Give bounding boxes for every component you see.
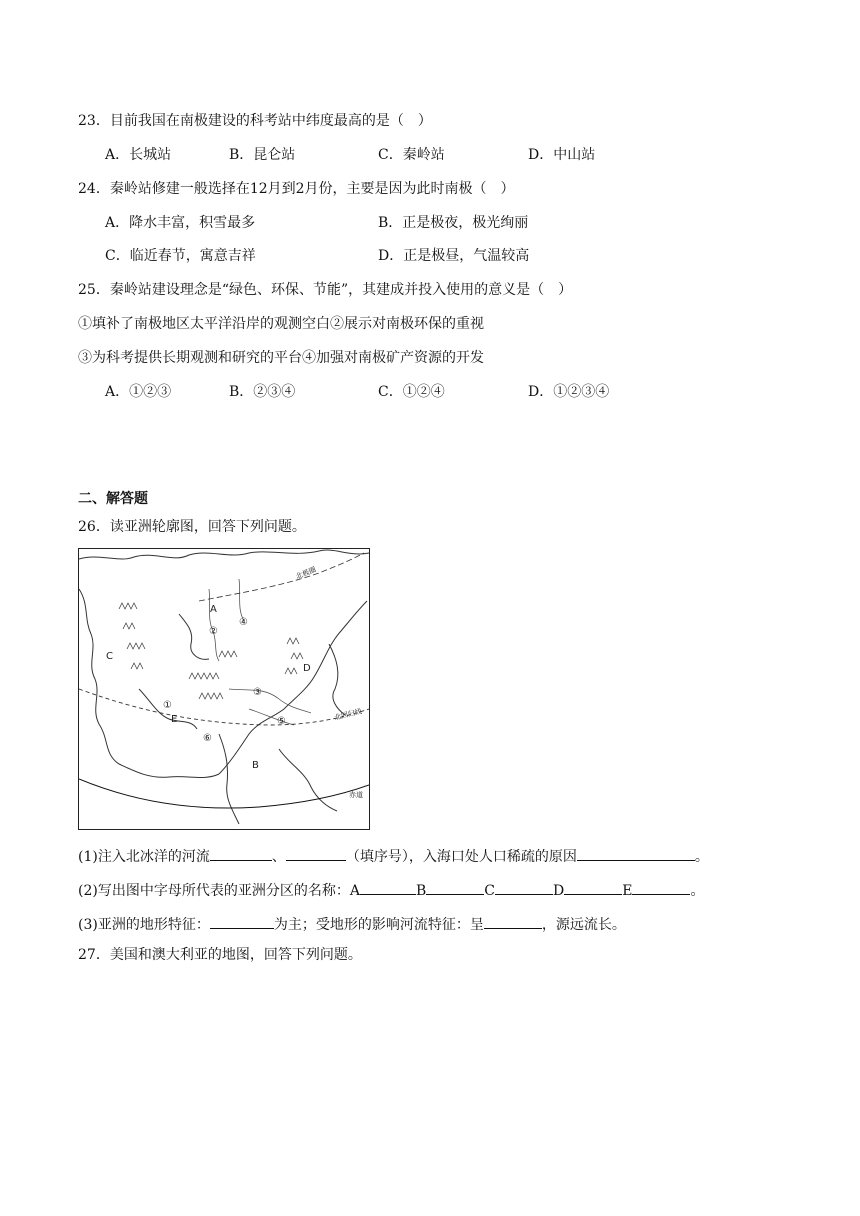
q25-stem: 25．秦岭站建设理念是“绿色、环保、节能”，其建成并投入使用的意义是（ ） [78, 282, 573, 298]
q26-sub2-text-e: E [622, 883, 633, 899]
q26-sub2-text-a: (2)写出图中字母所代表的亚洲分区的名称：A [78, 883, 360, 899]
equator-label: 赤道 [349, 791, 363, 799]
q26-sub2-text-d: D [552, 883, 565, 899]
q26-sub2-text-c: C [484, 883, 495, 899]
q26-sub3-blank-1[interactable] [210, 914, 274, 929]
q26-sub1-blank-1[interactable] [210, 846, 272, 861]
q23-option-b[interactable]: B．昆仑站 [229, 147, 296, 163]
q24-option-d[interactable]: D．正是极昼，气温较高 [378, 248, 530, 264]
q26-sub2 [78, 880, 704, 900]
arctic-circle-label: 北极圈 [294, 565, 318, 581]
q26-sub1 [78, 846, 709, 866]
q23-option-c[interactable]: C．秦岭站 [378, 147, 445, 163]
q25-option-d[interactable]: D．①②③④ [528, 384, 610, 400]
q24-option-b[interactable]: B．正是极夜，极光绚丽 [378, 215, 529, 231]
map-river-6: ⑥ [203, 733, 212, 744]
q26-sub2-blank-b[interactable] [426, 880, 484, 895]
q26-sub1-blank-3[interactable] [577, 846, 695, 861]
q26-sub2-blank-d[interactable] [564, 880, 622, 895]
q23-option-d[interactable]: D．中山站 [528, 147, 596, 163]
q24-option-c[interactable]: C．临近春节，寓意吉祥 [105, 248, 256, 264]
map-river-1: ① [163, 700, 172, 711]
q25-option-a[interactable]: A．①②③ [105, 384, 172, 400]
q26-stem: 26．读亚洲轮廓图，回答下列问题。 [78, 519, 306, 535]
q26-sub1-text-d: 。 [694, 849, 709, 865]
map-river-3: ③ [253, 687, 262, 698]
q26-sub2-text-b: B [415, 883, 427, 899]
map-river-2: ② [209, 626, 218, 637]
map-letter-a: A [210, 604, 217, 615]
q26-sub1-blank-2[interactable] [286, 846, 346, 861]
map-letter-b: B [252, 760, 259, 771]
q26-sub3-text-c: ，源远流长。 [541, 917, 626, 933]
q26-sub2-text-f: 。 [690, 883, 705, 899]
asia-outline-map [78, 548, 370, 830]
q26-sub2-blank-a[interactable] [360, 880, 416, 895]
q25-option-b[interactable]: B．②③④ [229, 384, 296, 400]
tropic-label: 北回归线 [333, 707, 363, 722]
q26-sub1-text-c: （填序号），入海口处人口稀疏的原因 [345, 849, 577, 865]
q26-sub3-text-b: 为主；受地形的影响河流特征：呈 [273, 917, 484, 933]
map-letter-d: D [303, 663, 311, 674]
q25-statement-1: ①填补了南极地区太平洋沿岸的观测空白②展示对南极环保的重视 [78, 316, 484, 332]
q26-sub3-blank-2[interactable] [484, 914, 542, 929]
q25-statement-2: ③为科考提供长期观测和研究的平台④加强对南极矿产资源的开发 [78, 350, 484, 366]
q26-sub1-text-a: (1)注入北冰洋的河流 [78, 849, 210, 865]
q25-option-c[interactable]: C．①②④ [378, 384, 445, 400]
q27-stem: 27．美国和澳大利亚的地图，回答下列问题。 [78, 947, 362, 963]
q23-stem: 23．目前我国在南极建设的科考站中纬度最高的是（ ） [78, 113, 432, 129]
q24-option-a[interactable]: A．降水丰富，积雪最多 [105, 215, 256, 231]
q26-sub3-text-a: (3)亚洲的地形特征： [78, 917, 210, 933]
map-river-5: ⑤ [277, 716, 286, 727]
q23-option-a[interactable]: A．长城站 [105, 147, 172, 163]
q26-sub2-blank-c[interactable] [495, 880, 553, 895]
map-river-4: ④ [239, 617, 248, 628]
map-letter-e: E [171, 714, 178, 725]
q26-sub2-blank-e[interactable] [632, 880, 690, 895]
map-letter-c: C [106, 651, 113, 662]
q26-sub1-text-b: 、 [271, 849, 286, 865]
q26-sub3 [78, 914, 626, 934]
q24-stem: 24．秦岭站修建一般选择在12月到2月份，主要是因为此时南极（ ） [78, 181, 515, 197]
asia-map-figure [79, 549, 369, 829]
section-heading: 二、解答题 [78, 491, 148, 507]
